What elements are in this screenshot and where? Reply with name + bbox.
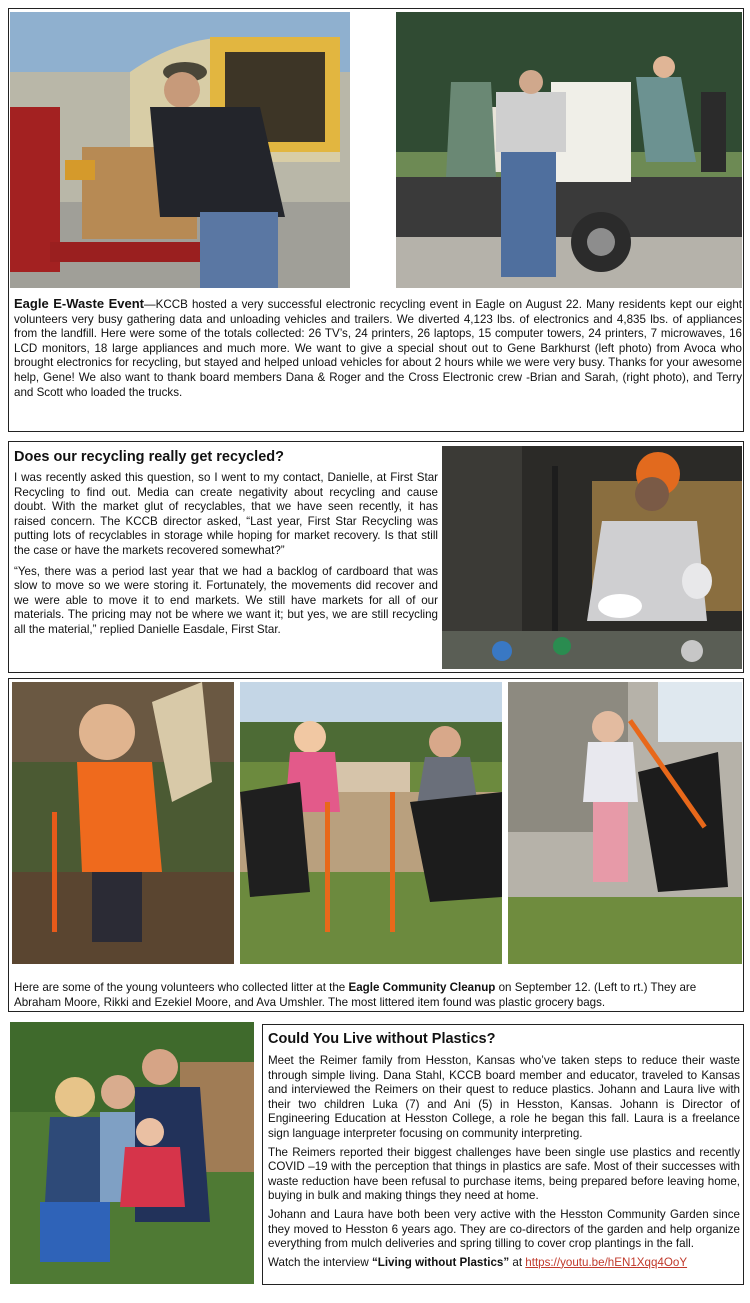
cleanup-photo-abraham — [12, 682, 234, 964]
watch-title: “Living without Plastics” — [371, 1255, 510, 1269]
youtube-link[interactable]: https://youtu.be/hEN1Xqq4OoY — [525, 1255, 688, 1269]
cleanup-caption — [14, 981, 740, 1010]
cleanup-caption-pre: Here are some of the young volunteers who collected litter at the — [14, 981, 349, 994]
cleanup-event-name: Eagle Community Cleanup — [348, 981, 496, 994]
ewaste-text — [14, 297, 742, 400]
cleanup-photo-ava — [508, 682, 742, 964]
ewaste-body: KCCB hosted a very successful electronic recycling event in Eagle on August 22. Many residents kept our eight volunteers very busy gathering data and unloading vehicles and trailers. We diverted 4,123 lbs. of electronics and 4,835 lbs. of appliances from the landfill. Here were some of the totals collected: 26 TV’s, 24 printers, 26 laptops, 15 computer towers, 24 printers, 7 microwaves, 16 LCD monitors, 18 large appliances and much more. We want to give a special shout out to Gene Barkhurst (left photo) from Avoca who brought electronics for recycling, but stayed and helped unload vehicles for about 2 hours while we were very busy. Thanks for your awesome help, Gene! We also want to thank board members Dana & Roger and the Cross Electronic crew -Brian and Sarah, (right photo), and Terry and Scott who loaded the trucks. — [14, 298, 742, 399]
recycling-p1: I was recently asked this question, so I went to my contact, Danielle, at First Star Recycling to find out. Media can create negativity about recycling and cause doubt. With the market glut of recyclables, that we have seen recently, it has raised concern. The KCCB director asked, “Last year, First Star Recycling was putting lots of recyclables in storage while hoping for market recovery. Is that still the case or have the markets recovered somewhat?” — [14, 471, 438, 557]
recycling-p2: “Yes, there was a period last year that we had a backlog of cardboard that was slow to move so we were storing it. Fortunately, the movements did recover and we were able to move it to end markets. We still have markets for all of our materials. The pricing may not be where we want it; but yes, we are still recycling all the material,” replied Danielle Easdale, First Star. — [14, 564, 438, 636]
plastics-p3: Johann and Laura have both been very active with the Hesston Community Garden since they moved to Hesston 6 years ago. They are co-directors of the garden and help organize everything from mulch deliveries and spring tilling to cover crop plantings in the fall. — [268, 1207, 740, 1251]
plastics-text — [268, 1031, 740, 1270]
recycling-worker-photo — [442, 446, 742, 669]
cleanup-photo-rikki-ezekiel — [240, 682, 502, 964]
recycling-text — [14, 449, 438, 638]
plastics-p2: The Reimers reported their biggest challenges have been single use plastics and recently COVID –19 with the perception that things in plastics are safe. Most of their successes with waste reduction have been refusal to purchase items, being prepared before leaving home, buying in bulk and making things they need at home. — [268, 1145, 740, 1203]
plastics-title: Could You Live without Plastics? — [268, 1031, 496, 1047]
watch-pre: Watch the interview — [268, 1255, 372, 1269]
ewaste-photo-left — [10, 12, 350, 288]
watch-at: at — [509, 1255, 526, 1269]
cleanup-caption-post: on September 12. (Left to rt.) They are Abraham Moore, Rikki and Ezekiel Moore, and Ava Umshler. The most littered item found was plastic grocery bags. — [14, 981, 697, 1009]
recycling-title: Does our recycling really get recycled? — [14, 449, 284, 465]
ewaste-dash: — — [144, 298, 156, 311]
reimer-family-photo — [10, 1022, 254, 1284]
ewaste-photo-right — [396, 12, 742, 288]
plastics-p1: Meet the Reimer family from Hesston, Kansas who’ve taken steps to reduce their waste through simple living. Dana Stahl, KCCB board member and educator, traveled to Kansas and interviewed the Reimers on their quest to reduce plastics. Johann and Laura live with their two children Luka (7) and Ani (5) in Hesston, Kansas. Johann is Director of Engineering Education at Hesston College, a role he began this fall. Laura is a freelance sign language interpreter focusing on community interpreting. — [268, 1054, 740, 1140]
ewaste-title: Eagle E-Waste Event — [14, 296, 145, 311]
plastics-watch-line — [268, 1256, 740, 1271]
